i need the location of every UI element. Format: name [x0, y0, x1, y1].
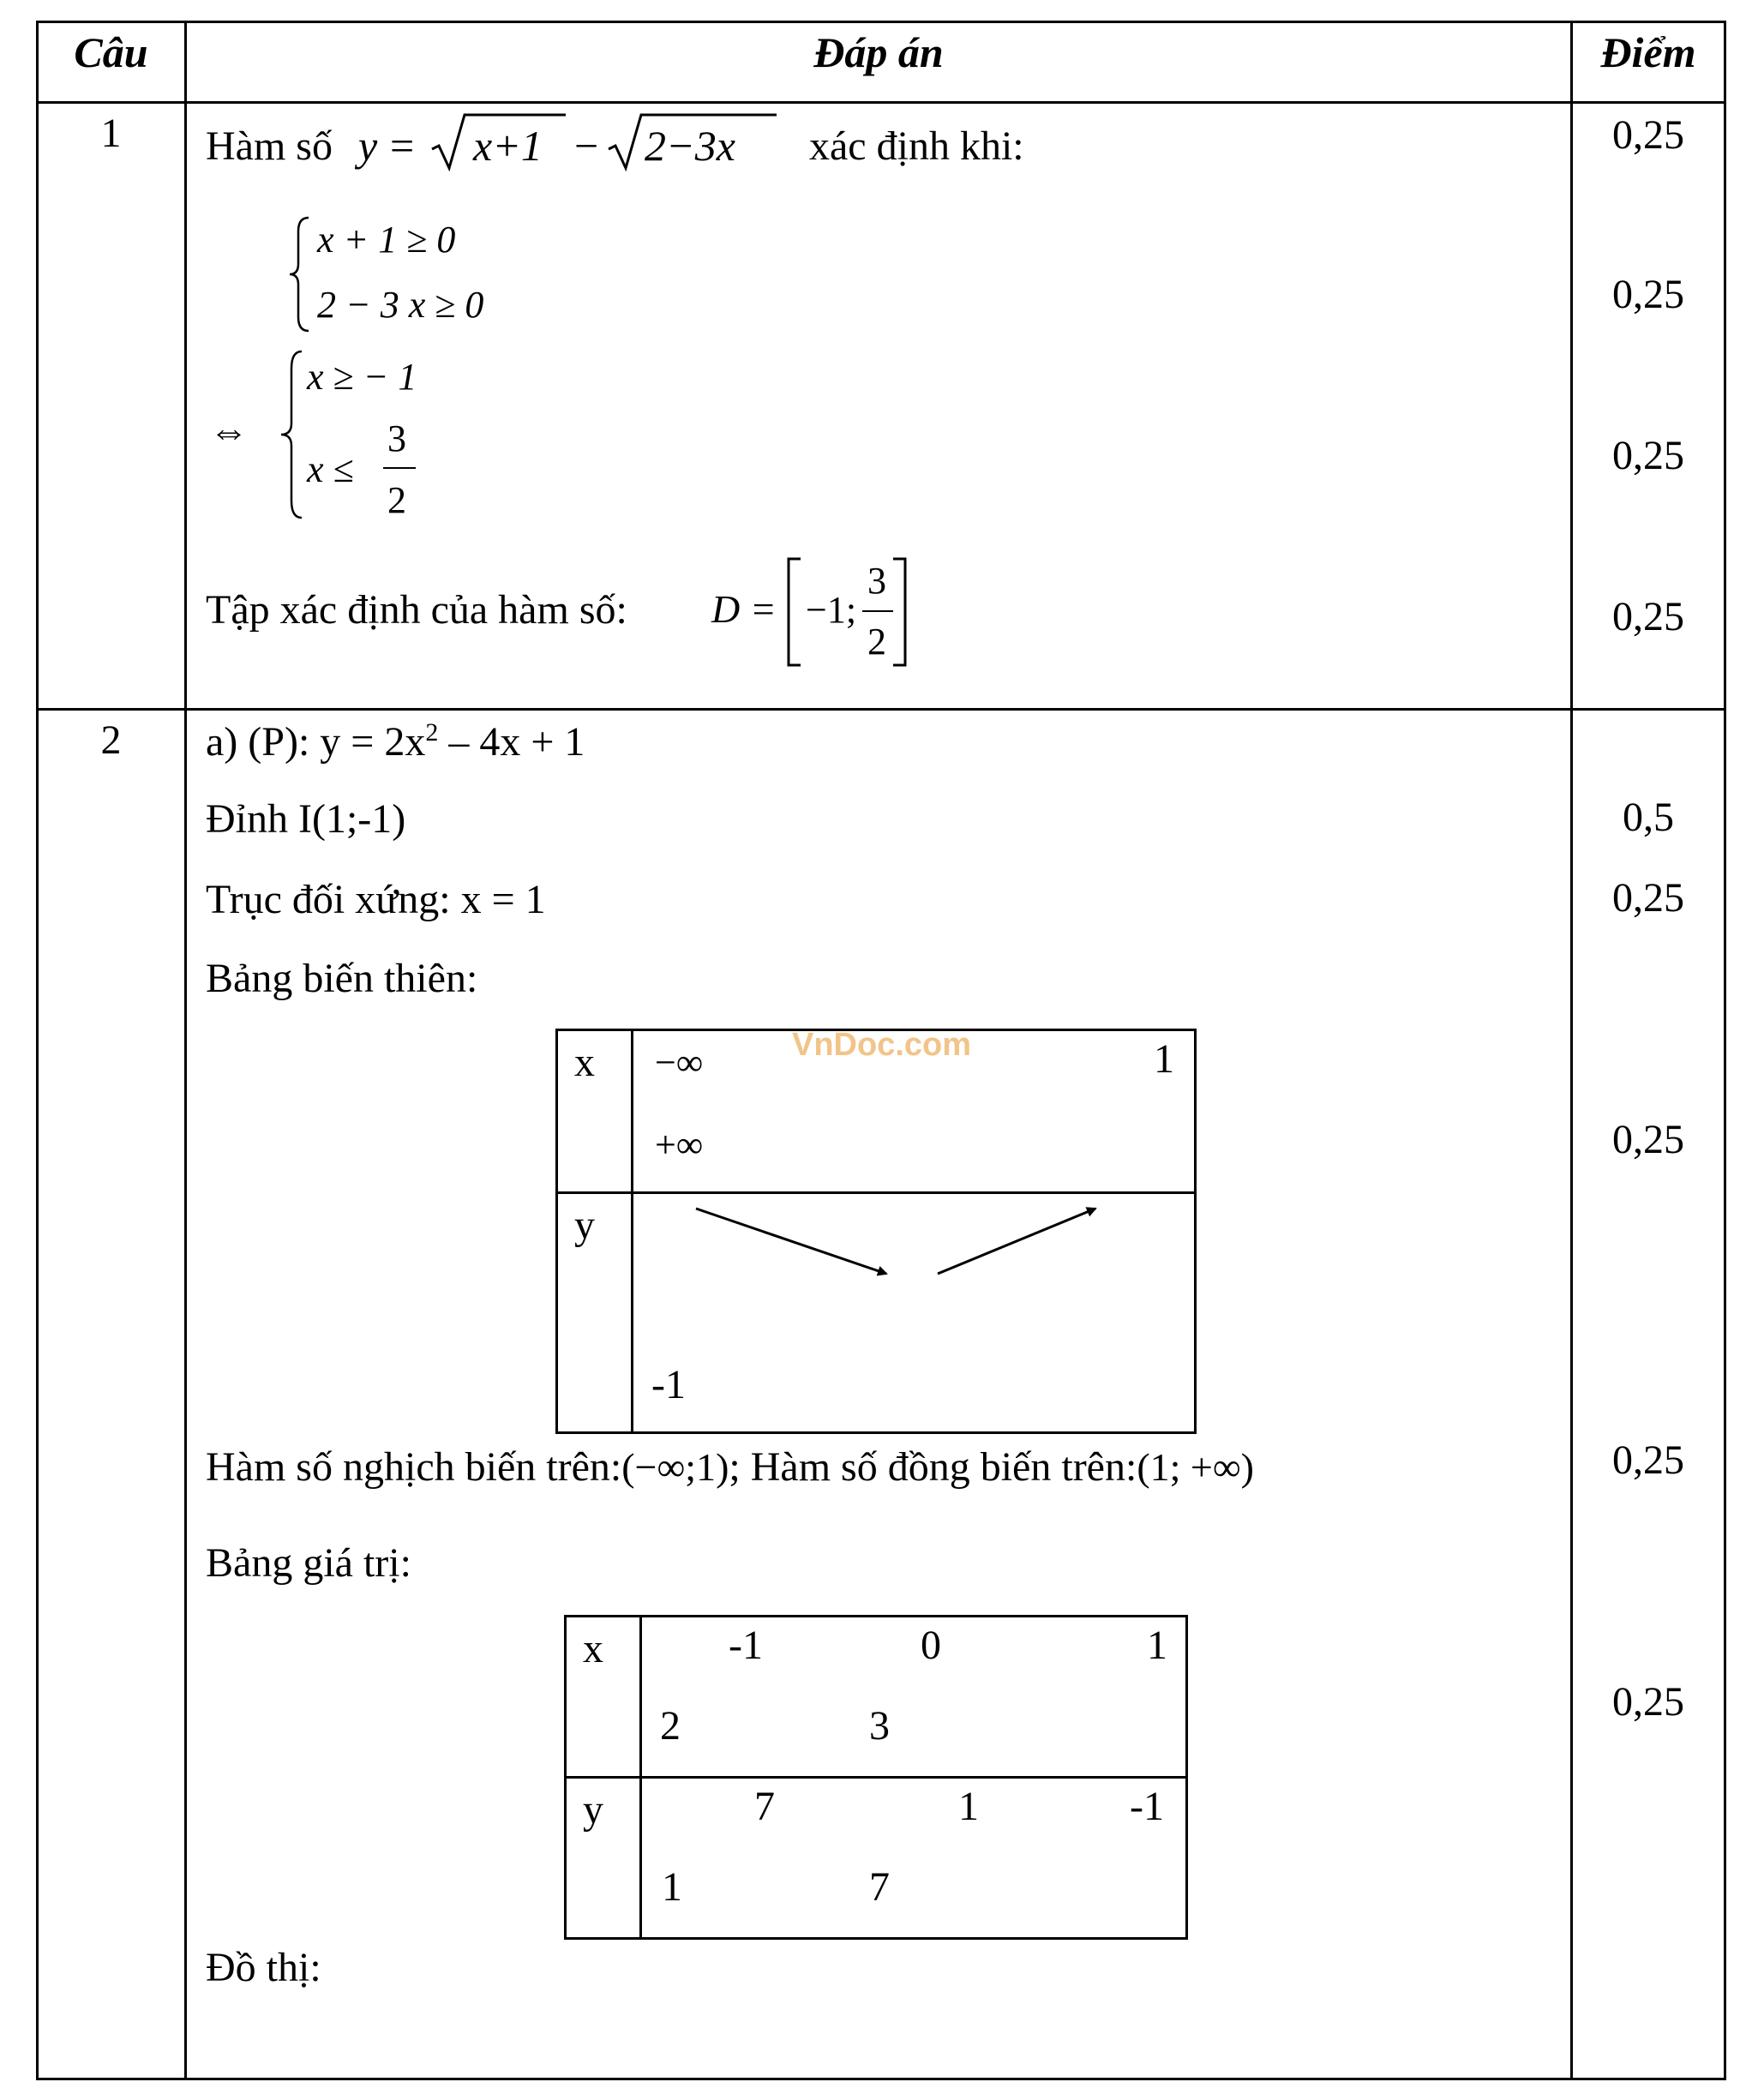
q2-score-1: 0,5 — [1623, 795, 1674, 840]
val-table-y-1: 7 — [754, 1784, 775, 1829]
q2-number: 2 — [100, 717, 122, 763]
q1-system2-frac-bar — [383, 467, 416, 469]
q1-score-2: 0,25 — [1612, 272, 1684, 317]
val-table-mid — [564, 1776, 1188, 1779]
q1-func-eq: = — [390, 122, 415, 170]
q2-part-a — [206, 720, 585, 763]
q2-score-2: 0,25 — [1612, 875, 1684, 921]
var-table-mid — [555, 1191, 1197, 1194]
val-table-divider — [639, 1615, 642, 1940]
q2-monotonic-part2: ; Hàm số đồng biến trên: — [729, 1444, 1137, 1490]
header-diem: Điểm — [1600, 28, 1696, 76]
q1-system1-line2: 2 − 3 x ≥ 0 — [317, 284, 484, 326]
var-table-right — [1194, 1029, 1197, 1434]
q1-intro-post: xác định khi: — [809, 123, 1024, 169]
q1-func-minus: − — [574, 122, 599, 170]
col2-divider — [1570, 21, 1573, 2080]
q1-domain-left-value: −1; — [806, 589, 857, 631]
var-table-x-mid: 1 — [1154, 1036, 1174, 1082]
q2-axis: Trục đối xứng: x = 1 — [206, 877, 546, 922]
q2-monotonic-interval1: (−∞;1) — [621, 1445, 729, 1489]
q2-monotonic-part1: Hàm số nghịch biến trên: — [206, 1444, 622, 1490]
q1-func-radicand2: 2−3x — [645, 122, 735, 170]
val-table-bottom — [564, 1937, 1188, 1940]
q1-domain-D: D = — [711, 587, 777, 631]
val-table-right — [1185, 1615, 1188, 1940]
q2-score-4: 0,25 — [1612, 1437, 1684, 1483]
var-table-arrows — [634, 1195, 1193, 1366]
q2-part-a-sup: 2 — [425, 718, 439, 747]
var-table-left — [555, 1029, 558, 1434]
q2-graph-label: Đồ thị: — [206, 1945, 321, 1990]
val-table-x-3: 1 — [1147, 1623, 1167, 1668]
q2-score-5: 0,25 — [1612, 1679, 1684, 1725]
var-table-divider — [631, 1029, 633, 1434]
table-top-border — [36, 21, 1726, 23]
q1-score-4: 0,25 — [1612, 594, 1684, 639]
q1-system2-frac-num: 3 — [387, 417, 406, 459]
q1-system2-line1: x ≥ − 1 — [307, 356, 417, 398]
q1-func-y: y — [358, 122, 378, 170]
q1-equiv-symbol: ⇔ — [209, 409, 249, 453]
q1-domain-label: Tập xác định của hàm số: — [206, 587, 627, 633]
q2-part-a-pre: a) (P): y = 2x — [206, 719, 426, 765]
col1-divider — [184, 21, 187, 2080]
q1-domain-frac-den: 2 — [867, 621, 886, 663]
header-bottom-border — [36, 101, 1726, 104]
table-bottom-border — [36, 2078, 1726, 2080]
q1-system2-line2: x ≤ — [307, 448, 354, 490]
table-left-border — [36, 21, 39, 2080]
q1-system1-brace — [288, 216, 314, 333]
var-table-increasing-arrow — [938, 1209, 1095, 1274]
val-table-x-4: 2 — [660, 1703, 681, 1749]
q1-domain-frac-bar — [862, 610, 893, 612]
val-table-y-3: -1 — [1130, 1784, 1164, 1829]
var-table-bottom — [555, 1431, 1197, 1434]
val-table-left — [564, 1615, 567, 1940]
val-table-x-5: 3 — [869, 1703, 890, 1749]
val-table-y-label: y — [583, 1787, 603, 1833]
q2-monotonic-interval2: (1; +∞) — [1137, 1445, 1254, 1489]
q2-part-a-post: – 4x + 1 — [438, 719, 585, 765]
q1-system2-frac-den: 2 — [387, 479, 406, 521]
val-table-y-2: 1 — [958, 1784, 979, 1829]
var-table-decreasing-arrow — [696, 1209, 886, 1274]
q1-system1-line1: x + 1 ≥ 0 — [317, 219, 456, 261]
row1-bottom-border — [36, 708, 1726, 711]
var-table-watermark: VnDoc.com — [792, 1027, 972, 1063]
q2-variation-label: Bảng biến thiên: — [206, 956, 478, 1001]
val-table-y-4: 1 — [662, 1864, 682, 1910]
val-table-x-1: -1 — [729, 1623, 763, 1668]
val-table-top — [564, 1615, 1188, 1617]
q1-domain-left-bracket — [785, 557, 802, 667]
val-table-x-label: x — [583, 1626, 603, 1671]
q1-domain-frac-num: 3 — [867, 560, 886, 602]
q1-domain-right-bracket — [891, 557, 909, 667]
q1-intro-pre: Hàm số — [206, 123, 333, 169]
var-table-y-min: -1 — [651, 1362, 686, 1407]
q2-vertex: Đỉnh I(1;-1) — [206, 796, 406, 842]
q2-values-label: Bảng giá trị: — [206, 1540, 411, 1586]
q2-score-3: 0,25 — [1612, 1117, 1684, 1162]
header-dap-an: Đáp án — [813, 28, 944, 76]
q2-monotonic-line — [206, 1444, 1254, 1490]
val-table-x-2: 0 — [921, 1623, 941, 1668]
q1-number: 1 — [100, 111, 122, 156]
header-cau: Câu — [74, 28, 148, 76]
q1-score-1: 0,25 — [1612, 112, 1684, 158]
q1-score-3: 0,25 — [1612, 433, 1684, 478]
var-table-x-label: x — [574, 1040, 595, 1085]
var-table-y-label: y — [574, 1203, 595, 1248]
var-table-x-left: −∞ — [655, 1041, 704, 1083]
q1-func-radicand1: x+1 — [473, 122, 543, 170]
val-table-y-5: 7 — [869, 1864, 890, 1910]
table-right-border — [1724, 21, 1726, 2080]
q1-system2-brace — [279, 350, 307, 519]
var-table-x-right: +∞ — [655, 1124, 704, 1166]
